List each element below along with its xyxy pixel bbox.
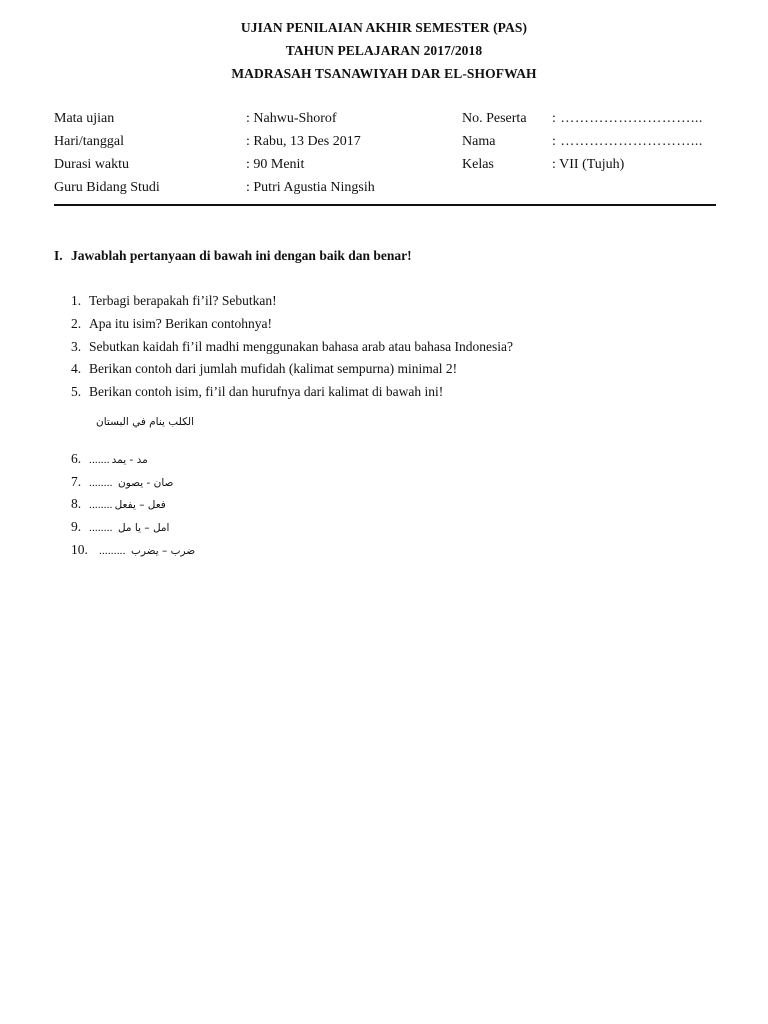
answer-blank: ....... bbox=[89, 454, 110, 466]
list-item bbox=[71, 496, 166, 512]
list-item bbox=[71, 339, 513, 355]
question-number: 1. bbox=[71, 293, 82, 308]
info-row bbox=[0, 180, 768, 200]
answer-blank: ........ bbox=[89, 522, 113, 534]
answer-blank: ........ bbox=[89, 499, 113, 511]
list-item bbox=[71, 474, 173, 490]
instruction-text: Jawablah pertanyaan di bawah ini dengan baik dan benar! bbox=[71, 248, 412, 263]
question-number: 8. bbox=[71, 496, 82, 511]
question-text: Terbagi berapakah fi’il? Sebutkan! bbox=[89, 293, 277, 308]
question-number: 5. bbox=[71, 384, 82, 399]
info-row bbox=[0, 111, 768, 131]
section-instruction bbox=[54, 248, 412, 264]
info-label: Hari/tanggal bbox=[54, 134, 124, 149]
info-label: Mata ujian bbox=[54, 111, 115, 126]
info-row bbox=[0, 157, 768, 177]
arabic-word: صان - يصون bbox=[117, 477, 174, 489]
info-value: : Putri Agustia Ningsih bbox=[246, 180, 375, 195]
question-text: Sebutkan kaidah fi’il madhi menggunakan bahasa arab atau bahasa Indonesia? bbox=[89, 339, 513, 354]
list-item bbox=[71, 519, 169, 535]
info-value: : ………………………... bbox=[552, 111, 703, 126]
info-row bbox=[0, 134, 768, 154]
question-number: 4. bbox=[71, 361, 82, 376]
exam-title: UJIAN PENILAIAN AKHIR SEMESTER (PAS) bbox=[240, 20, 528, 35]
list-item bbox=[71, 361, 457, 377]
arabic-word: مد - يمد bbox=[111, 454, 148, 466]
info-value: : 90 Menit bbox=[246, 157, 305, 172]
info-label: Nama bbox=[462, 134, 496, 149]
arabic-word: امل – يا مل bbox=[117, 522, 170, 534]
list-item bbox=[71, 384, 443, 400]
info-value: : ………………………... bbox=[552, 134, 703, 149]
info-value: : Nahwu-Shorof bbox=[246, 111, 337, 126]
list-item bbox=[71, 293, 277, 309]
arabic-word: فعل – يفعل bbox=[114, 499, 166, 511]
question-number: 10. bbox=[71, 542, 88, 557]
list-item bbox=[71, 451, 148, 467]
question-text: Berikan contoh isim, fi’il dan hurufnya dari kalimat di bawah ini! bbox=[89, 384, 444, 399]
arabic-sentence: الكلب ينام في البستان bbox=[96, 416, 195, 428]
arabic-word: ضرب – يضرب bbox=[130, 545, 196, 557]
answer-blank: ......... bbox=[99, 545, 126, 557]
list-item bbox=[71, 542, 195, 558]
info-label: Guru Bidang Studi bbox=[54, 180, 160, 195]
info-value: : VII (Tujuh) bbox=[552, 157, 625, 172]
info-label: Durasi waktu bbox=[54, 157, 130, 172]
section-number: I. bbox=[54, 248, 63, 263]
header-divider bbox=[54, 204, 716, 206]
question-number: 2. bbox=[71, 316, 82, 331]
academic-year: TAHUN PELAJARAN 2017/2018 bbox=[285, 43, 483, 58]
school-name: MADRASAH TSANAWIYAH DAR EL-SHOFWAH bbox=[231, 66, 537, 81]
question-text: Apa itu isim? Berikan contohnya! bbox=[89, 316, 272, 331]
question-number: 9. bbox=[71, 519, 82, 534]
answer-blank: ........ bbox=[89, 477, 113, 489]
question-number: 7. bbox=[71, 474, 82, 489]
info-label: Kelas bbox=[462, 157, 494, 172]
question-text: Berikan contoh dari jumlah mufidah (kalimat sempurna) minimal 2! bbox=[89, 361, 458, 376]
info-label: No. Peserta bbox=[462, 111, 527, 126]
question-number: 3. bbox=[71, 339, 82, 354]
list-item bbox=[71, 316, 272, 332]
question-number: 6. bbox=[71, 451, 82, 466]
info-value: : Rabu, 13 Des 2017 bbox=[246, 134, 361, 149]
